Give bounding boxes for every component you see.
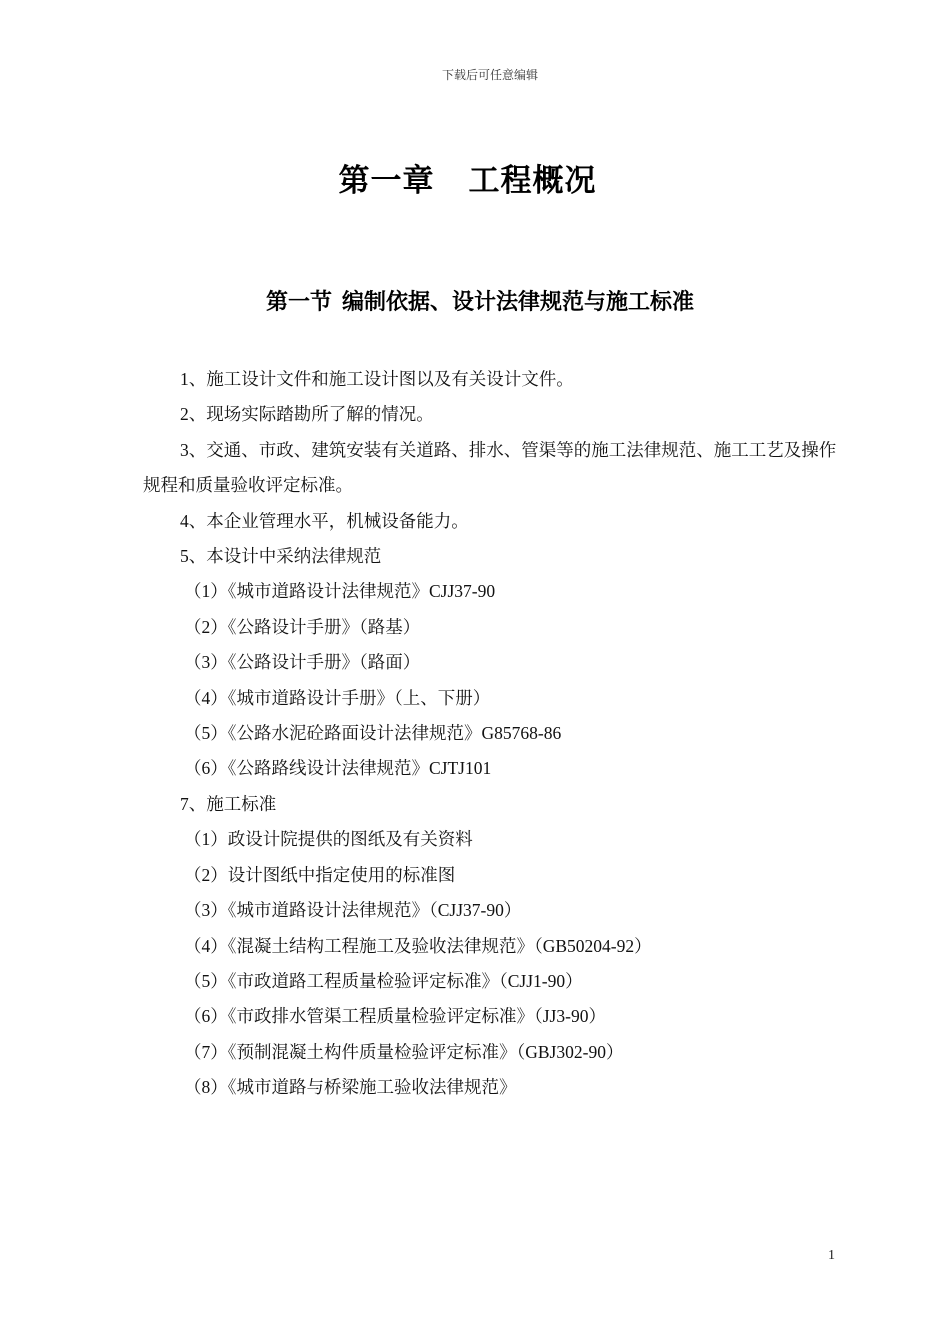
section-label: 第一节 — [265, 290, 332, 315]
construction-standard-item: （5）《市政道路工程质量检验评定标准》（CJJ1-90） — [184, 970, 583, 991]
design-norm-item: （4）《城市道路设计手册》（上、下册） — [184, 687, 491, 708]
construction-standard-item: （7）《预制混凝土构件质量检验评定标准》（GBJ302-90） — [184, 1041, 624, 1062]
paragraph-2: 2、现场实际踏勘所了解的情况。 — [180, 404, 434, 425]
section-title — [0, 285, 950, 316]
design-norm-item: （5）《公路水泥砼路面设计法律规范》G85768-86 — [184, 723, 562, 744]
construction-standard-item: （2）设计图纸中指定使用的标准图 — [184, 864, 456, 885]
construction-standard-item: （3）《城市道路设计法律规范》（CJJ37-90） — [184, 900, 522, 921]
paragraph-5: 5、本设计中采纳法律规范 — [180, 546, 382, 567]
chapter-name: 工程概况 — [468, 163, 597, 199]
construction-standard-item: （1）政设计院提供的图纸及有关资料 — [184, 829, 473, 850]
design-norm-item: （2）《公路设计手册》（路基） — [184, 616, 421, 637]
construction-standard-item: （8）《城市道路与桥梁施工验收法律规范》 — [184, 1077, 517, 1098]
design-norm-item: （3）《公路设计手册》（路面） — [184, 652, 421, 673]
design-norm-item: （6）《公路路线设计法律规范》CJTJ101 — [184, 758, 492, 779]
standards-heading: 7、施工标准 — [180, 793, 277, 814]
section-name: 编制依据、设计法律规范与施工标准 — [342, 290, 695, 315]
construction-standard-item: （6）《市政排水管渠工程质量检验评定标准》（JJ3-90） — [184, 1006, 606, 1027]
header-note: 下载后可任意编辑 — [441, 68, 538, 82]
chapter-title — [0, 155, 935, 200]
design-norm-item: （1）《城市道路设计法律规范》CJJ37-90 — [184, 581, 496, 602]
page-number: 1 — [828, 1248, 835, 1263]
construction-standard-item: （4）《混凝土结构工程施工及验收法律规范》（GB50204-92） — [184, 935, 652, 956]
document-body — [143, 362, 843, 1106]
paragraph-4: 4、本企业管理水平，机械设备能力。 — [180, 510, 469, 531]
chapter-label: 第一章 — [338, 163, 435, 199]
paragraph-3: 3、交通、市政、建筑安装有关道路、排水、管渠等的施工法律规范、施工工艺及操作规程和质量验收评定标准。 — [143, 439, 837, 496]
paragraph-1: 1、施工设计文件和施工设计图以及有关设计文件。 — [180, 369, 574, 389]
